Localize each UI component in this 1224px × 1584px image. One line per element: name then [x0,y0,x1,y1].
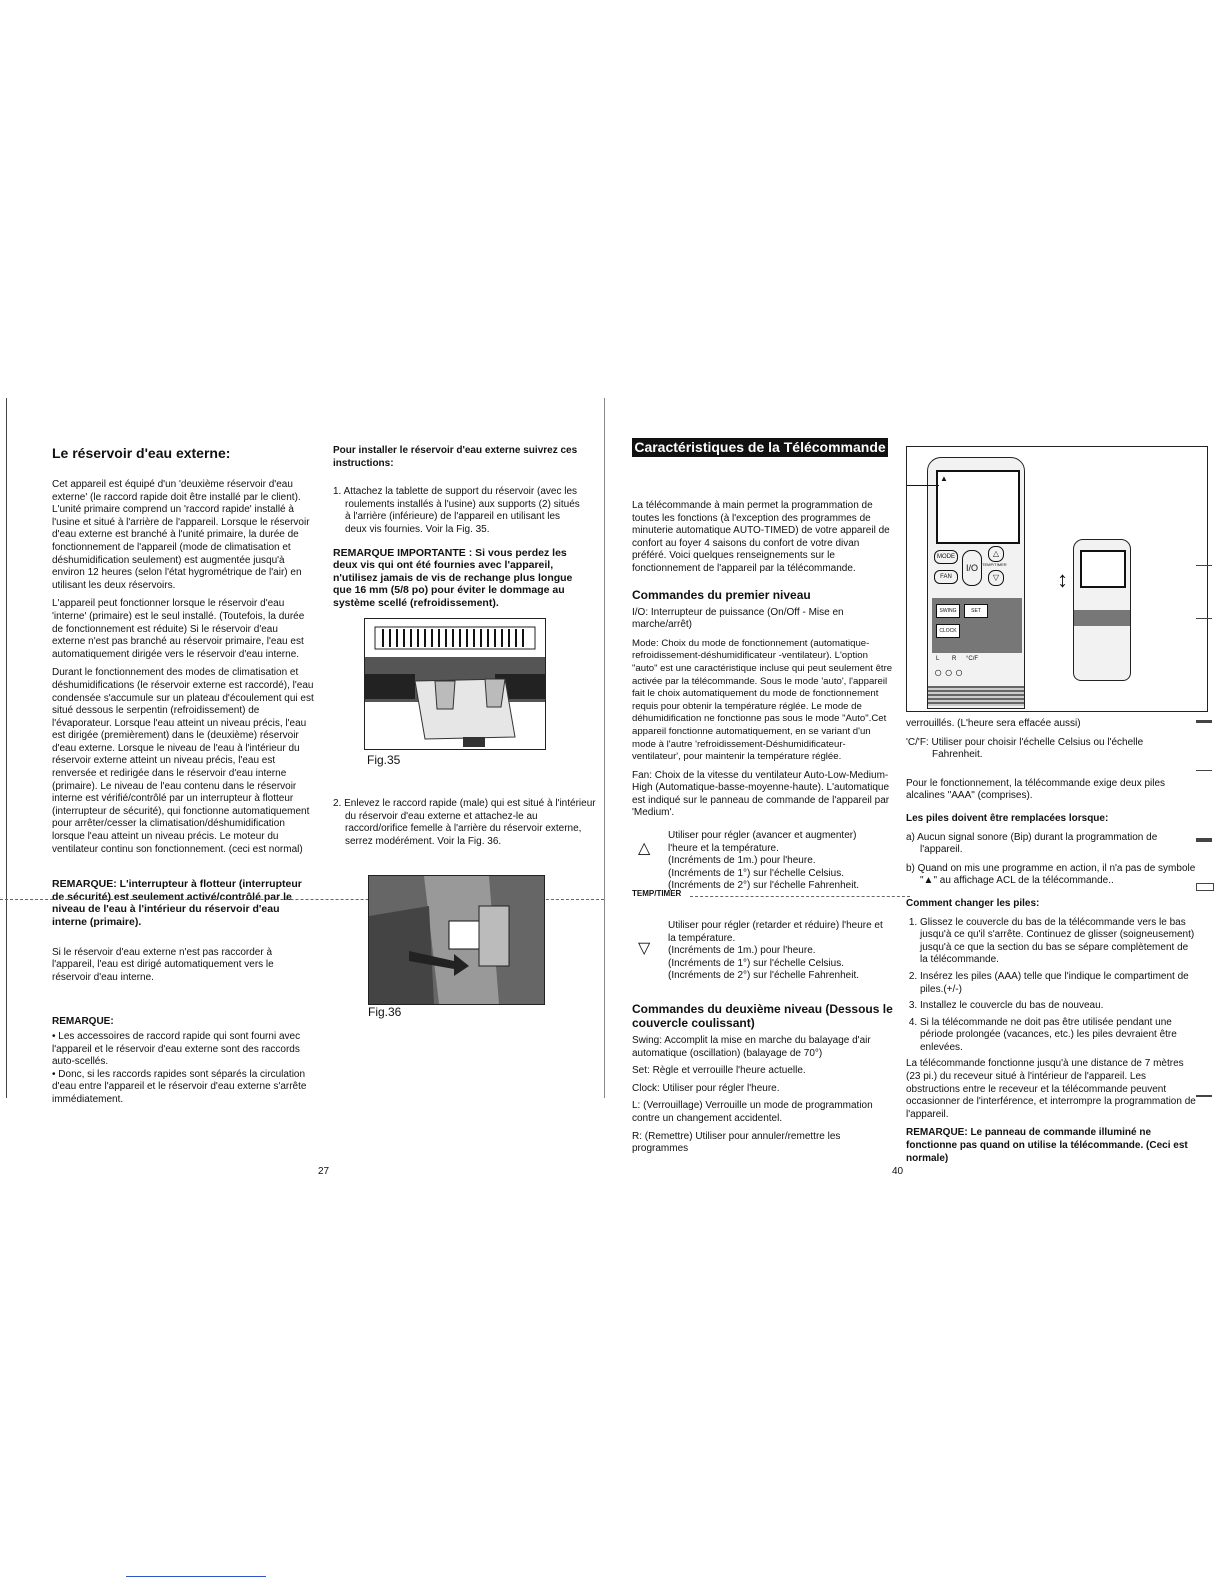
mode-button[interactable]: MODE [934,550,958,564]
temp-down-button[interactable]: ▽ [988,570,1004,586]
paragraph: L'appareil peut fonctionner lorsque le réservoir d'eau 'interne' (primaire) est le seul installé. (Toutefois, la durée de fonctionnement est réduite) Si le réservoir d'eau externe n'est pas branché au réservoir primaire, l'eau est automatiquement dirigée vers le réservoir d'eau interne. [52,598,305,660]
figure-36-image [368,875,545,1005]
right-column-1 [632,500,894,820]
piles-title: Les piles doivent être remplacées lorsque: [906,812,1109,824]
down-text: (Incréments de 2°) sur l'échelle Fahrenheit. [668,970,859,982]
l-text: L: (Verrouillage) Verrouille un mode de programmation contre un changement accidentel. [632,1100,873,1124]
down-arrow-icon: ▽ [638,940,651,957]
sliding-cover[interactable] [932,598,1022,653]
lcd-screen [936,470,1020,544]
remote-body [927,457,1025,709]
power-button[interactable]: I/O [962,550,982,586]
down-text: (Incréments de 1°) sur l'échelle Celsius. [668,957,844,969]
r-text: R: (Remettre) Utiliser pour annuler/remettre les programmes [632,1130,841,1155]
temp-timer-label: TEMP/TIMER [982,562,1007,567]
divider [690,896,910,897]
left-column-1 [52,445,314,1107]
figure-35-image [364,618,546,750]
swing-text: Swing: Accomplit la mise en marche du balayage d'air automatique (oscillation) (balayage de 70°) [632,1035,871,1059]
temp-timer-label: TEMP/TIMER [632,889,682,898]
up-text: (Incréments de 2°) sur l'échelle Fahrenheit. [668,880,859,892]
distance-text: La télécommande fonctionne jusqu'à une distance de 7 mètres (23 pi.) du receveur situé à l'intérieur de l'appareil. Les obstructions entre le receveur et la télécommande peuvent occasionner de l'interférence, et interrompre la programmation de l'appareil. [906,1058,1196,1120]
margin-tick [1196,618,1212,619]
verrouilles-text: verrouillés. (L'heure sera effacée aussi) [906,718,1081,729]
up-text: Utiliser pour régler (avancer et augmenter) l'heure et la température. [668,830,857,854]
paragraph: Durant le fonctionnement des modes de climatisation et déshumidifications (le réservoir externe est raccordé), l'eau condensée s'accumule sur un plateau d'écoulement qui est situé dessous le serpentin (refroidissement) de l'évaporateur. Lorsque l'eau atteint un niveau précis, l'eau est dirigée (premièrement) dans le (deuxième) réservoir d'eau externe. Lorsque le niveau de l'eau à l'intérieur du réservoir externe atteint un niveau précis, l'eau est renversée et redirigée dans le réservoir d'eau interne (primaire). Le niveau de l'eau contenu dans le réservoir interne est vérifié/contrôlé par un interrupteur à flotteur (interrupteur de sécurité), qui fonctionne automatiquement pour arrêter/cesser la climatisation/déshumidification lorsque l'eau atteint un niveau précis. Le moteur du ventilateur continu son fonctionnement. (ceci est normal) [52,667,314,855]
slide-arrow-icon: ↕ [1057,567,1068,592]
figure-35-caption: Fig.35 [367,753,401,767]
piles-text: Pour le fonctionnement, la télécommande exige deux piles alcalines "AAA" (comprises). [906,777,1166,802]
changer-step: 4. Si la télécommande ne doit pas être utilisée pendant une période prolongée (vacances, etc.) les piles devraient être enlevées. [920,1017,1196,1055]
section-title: Le réservoir d'eau externe: [52,445,231,461]
remarque-importante: REMARQUE IMPORTANTE : Si vous perdez les deux vis qui ont été fournies avec l'appareil, n'utilisez jamais de vis de rechange plus longue que 16 mm (5/8 po) pour éviter le dommage au système scellé (refroidissement). [333,546,573,609]
step-2: 2. Enlevez le raccord rapide (male) qui est situé à l'intérieur du réservoir d'eau externe et attachez-le au raccord/orifice femelle à l'arrière du réservoir externe, serrez modérément. Voir la Fig. 36. [333,798,596,847]
up-text: (Incréments de 1m.) pour l'heure. [668,855,816,867]
battery-cover [928,686,1024,706]
piles-item: b) Quand on mis une programme en action, il n'a pas de symbole "▲" au affichage ACL de la télécommande.. [906,862,1196,887]
cf-text: 'C/'F: Utiliser pour choisir l'échelle Celsius ou l'échelle Fahrenheit. [906,736,1144,761]
remote-figure [906,446,1208,712]
bullet-item: • Les accessoires de raccord rapide qui sont fourni avec l'appareil et le réservoir d'eau externe sont des raccords auto-scellés. [52,1030,301,1068]
small-cover [1074,610,1130,626]
changer-step: 1. Glissez le couvercle du bas de la télécommande vers le bas jusqu'à ce qu'il s'arrête. Continuez de glisser (soigneusement) jusqu'à ce que la section du bas se sépare complètement de la télécommande. [920,917,1196,967]
temp-up-button[interactable]: △ [988,546,1004,562]
margin-tick [1196,1095,1212,1097]
margin-tick [1196,720,1212,723]
install-title: Pour installer le réservoir d'eau externe suivrez ces instructions: [333,445,578,469]
set-text: Set: Règle et verrouille l'heure actuelle. [632,1065,806,1077]
io-text: I/O: Interrupteur de puissance (On/Off - Mise en marche/arrêt) [632,606,844,631]
right-column-2 [906,718,1196,1165]
figure-36-caption: Fig.36 [368,1005,402,1019]
remote-small [1073,539,1131,681]
margin-tick [1196,565,1212,566]
paragraph: Cet appareil est équipé d'un 'deuxième réservoir d'eau externe' (le raccord rapide doit être installé par le client). L'unité primaire comprend un 'raccord rapide' installé à l'usine et situé à l'arrière de l'appareil. Lorsque le réservoir d'eau externe est branché à l'unité primaire, la durée de fonctionnement de l'appareil (mode de climatisation et déshumidification seulement) est augmentée jusqu'à environ 12 heures (selon l'état hygrométrique de l'air) en utilisant les deux réservoirs. [52,479,310,591]
small-lcd [1080,550,1126,588]
up-block [668,830,888,893]
changer-title: Comment changer les piles: [906,897,1040,909]
swing-button[interactable]: SWING [936,604,960,618]
bullet-item: • Donc, si les raccords rapides sont séparés la circulation d'eau entre l'appareil et le réservoir d'eau externe s'arrête immédiatement. [52,1068,307,1105]
right-column-1-lower [632,1002,896,1156]
fan-text: Fan: Choix de la vitesse du ventilateur Auto-Low-Medium-High (Automatique-basse-moyenne-haute). L'automatique est indiqué sur le panneau de commande de l'appareil par 'Medium'. [632,769,890,819]
lcd-indicator-icon: ▲ [940,474,948,483]
l-label: L [936,656,940,662]
left-column-2 [333,445,583,610]
set-button[interactable]: SET [964,604,988,618]
level1-title: Commandes du premier niveau [632,587,811,602]
piles-item: a) Aucun signal sonore (Bip) durant la programmation de l'appareil. [906,831,1158,856]
remarque-title: REMARQUE: [52,1016,114,1028]
pointer-line [907,485,939,486]
r-label: R [952,656,957,662]
margin-tick [1196,770,1212,771]
intro-paragraph: La télécommande à main permet la programmation de toutes les fonctions (à l'exception des programmes de minuterie automatique AUTO-TIMED) de votre appareil de confort au foyer 4 saisons du confort de votre divan préféré. Voici quelques renseignements sur le fonctionnement de l'appareil par la télécommande. [632,500,890,574]
bottom-line [126,1576,266,1577]
changer-step: 2. Insérez les piles (AAA) telle que l'indique le compartiment de piles.(+/-) [920,971,1196,996]
small-buttons-icon[interactable]: ○○○ [934,664,966,680]
down-text: Utiliser pour régler (retarder et réduire) l'heure et la température. [668,920,883,944]
down-block [668,920,888,983]
mode-text: Mode: Choix du mode de fonctionnement (automatique-refroidissement-déshumidificateur -ventilateur). L'option "auto" est une caractéristique incluse qui peut seulement être activée par la télécommande. Sous le mode 'auto', l'appareil fait le choix automatiquement du mode de fonctionnement requis pour obtenir la température réglée. Le mode de déhumidification ne fonctionne pas sous le mode "Auto".Cet appareil fonctionne automatiquement, en se variant d'un mode à l'autre 'refroidissement-Déshumidificateur-ventilateur', pour maintenir la température réglée. [632,637,893,763]
fan-button[interactable]: FAN [934,570,958,584]
remarque-note: REMARQUE: Le panneau de commande illuminé ne fonctionne pas quand on utilise la télécommande. (Ceci est normale) [906,1127,1188,1164]
clock-text: Clock: Utiliser pour régler l'heure. [632,1082,780,1094]
page-edge-line [6,398,7,1098]
page-number: 27 [318,1166,330,1177]
margin-tick [1196,883,1214,891]
page-fold [604,398,605,1098]
remarque-note: REMARQUE: L'interrupteur à flotteur (interrupteur de sécurité) est seulement activé/contrôlé par le niveau de l'eau à l'intérieur du réservoir d'eau interne (primaire). [52,878,302,928]
clock-button[interactable]: CLOCK [936,624,960,638]
down-text: (Incréments de 1m.) pour l'heure. [668,945,816,957]
paragraph: Si le réservoir d'eau externe n'est pas raccorder à l'appareil, l'eau est dirigé automatiquement vers le réservoir d'eau interne. [52,946,274,983]
page-number: 40 [892,1166,904,1177]
header-box: Caractéristiques de la Télécommande [632,438,888,457]
margin-tick [1196,838,1212,842]
step-1: 1. Attachez la tablette de support du réservoir (avec les roulements installés à l'usine) aux supports (2) situés à l'arrière (inférieure) de l'appareil en utilisant les deux vis fournies. Voir la Fig. 35. [333,486,580,535]
changer-step: 3. Installez le couvercle du bas de nouveau. [920,1000,1196,1013]
cf-label: °C/F [966,656,979,662]
level2-title: Commandes du deuxième niveau (Dessous le couvercle coulissant) [632,1002,893,1030]
up-text: (Incréments de 1°) sur l'échelle Celsius. [668,867,844,879]
up-arrow-icon: △ [638,840,651,857]
